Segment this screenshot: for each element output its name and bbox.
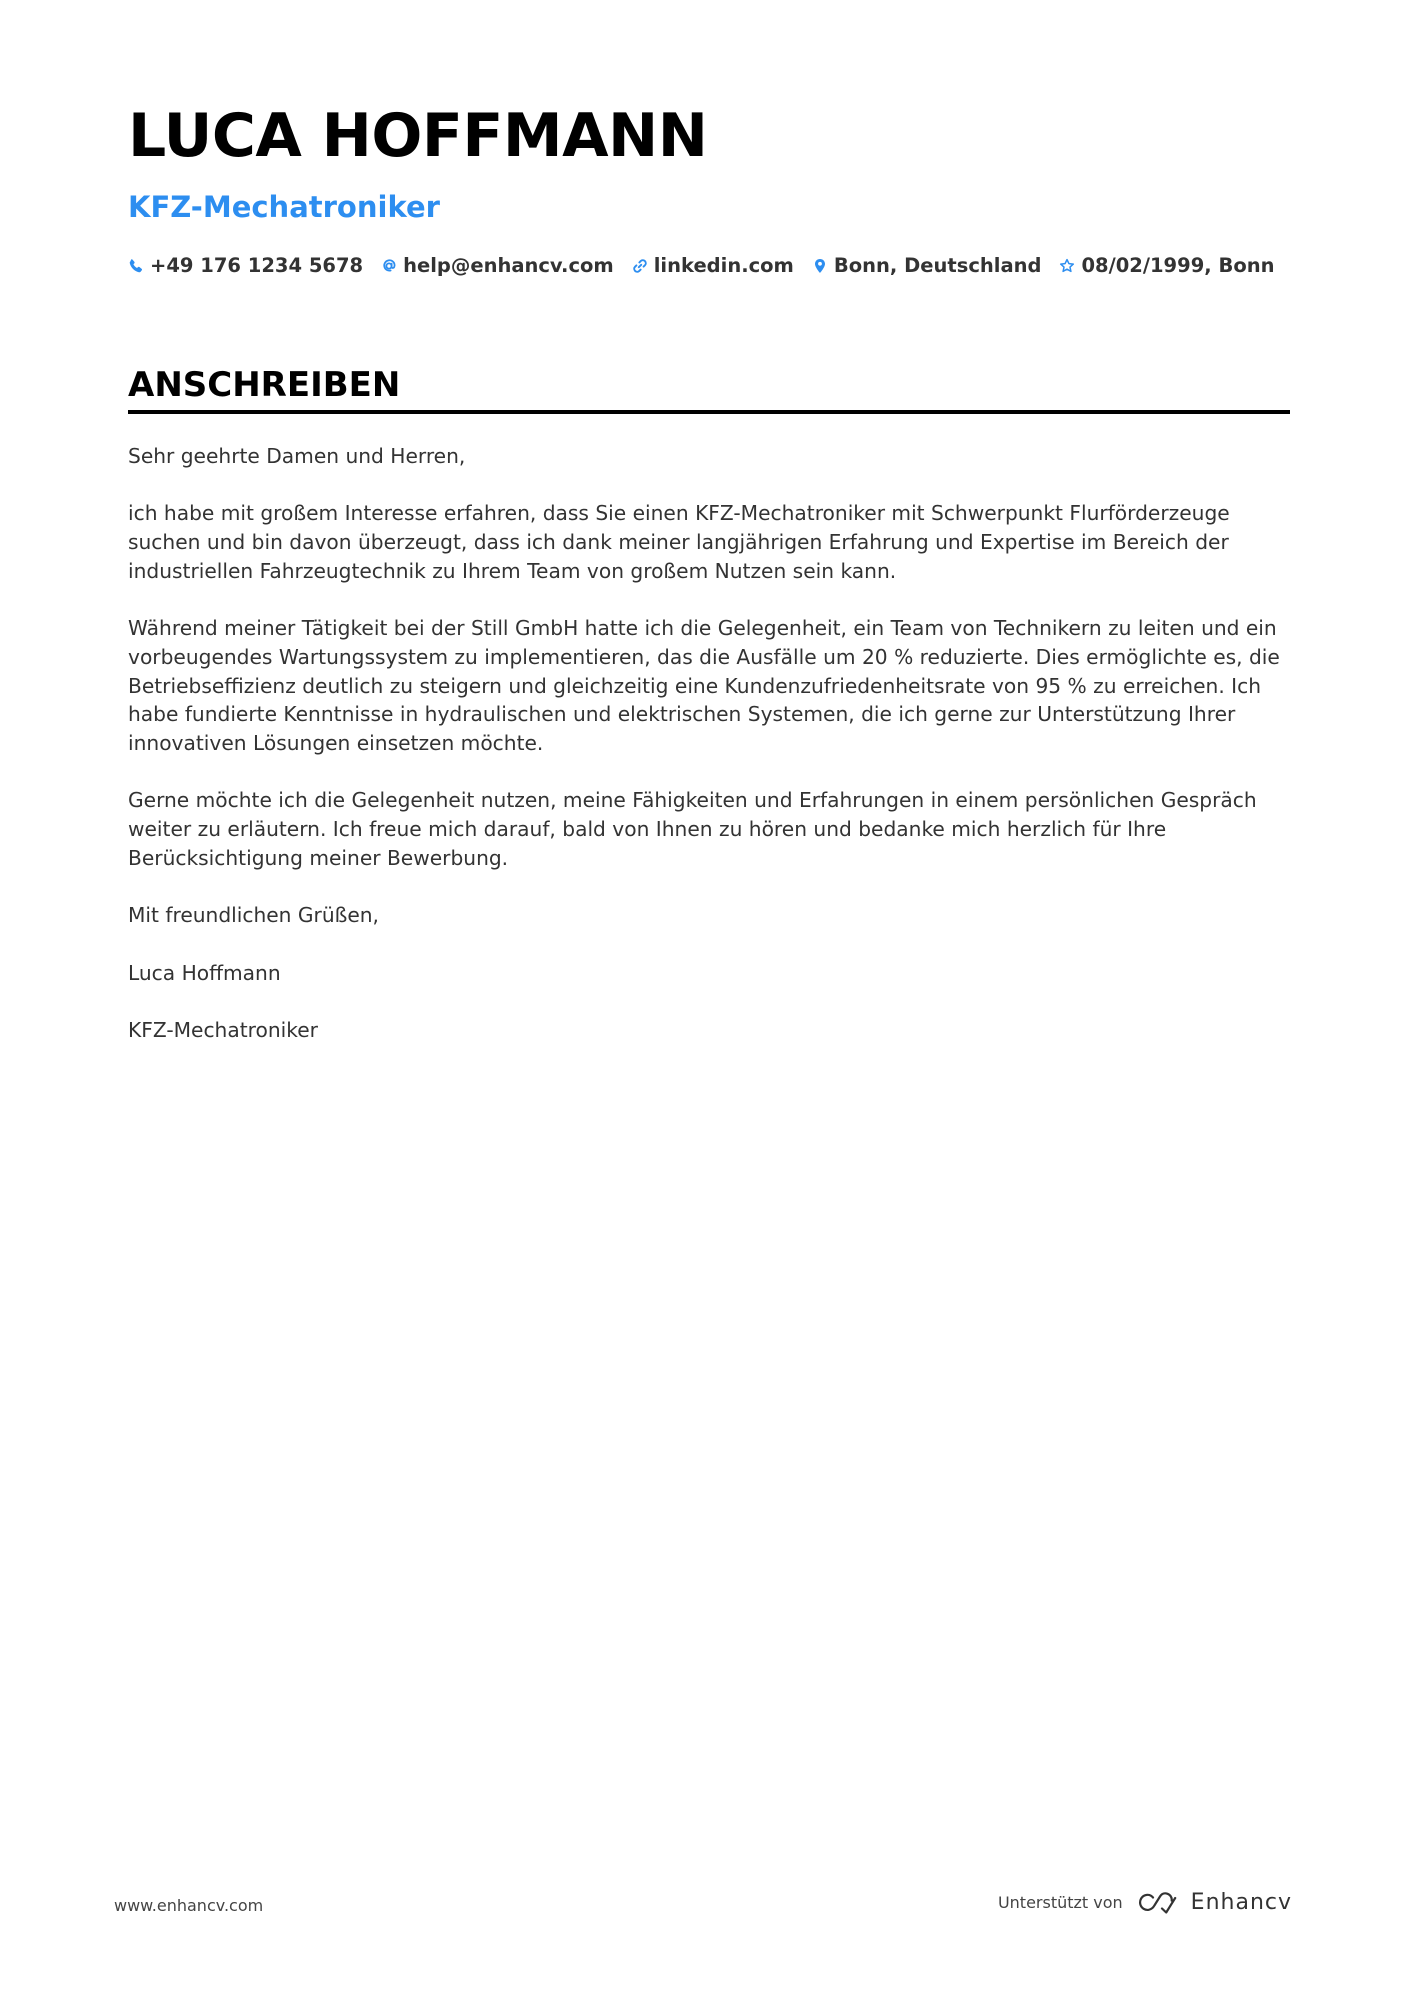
contact-birth-text: 08/02/1999, Bonn bbox=[1081, 254, 1275, 277]
letter-body bbox=[128, 442, 1298, 1073]
contact-linkedin-text: linkedin.com bbox=[653, 254, 794, 277]
contact-birth bbox=[1059, 254, 1274, 277]
letter-signature-title: KFZ-Mechatroniker bbox=[128, 1017, 318, 1042]
letter-paragraph: Gerne möchte ich die Gelegenheit nutzen, meine Fähigkeiten und Erfahrungen in einem persönlichen Gespräch weiter zu erläutern. Ich freue mich darauf, bald von Ihnen zu hören und bedanke mich herzlich für Ihre Berücksichtigung meiner Bewerbung. bbox=[128, 788, 1257, 870]
section-divider bbox=[128, 410, 1290, 414]
brand-name: Enhancv bbox=[1190, 1890, 1292, 1915]
link-icon bbox=[632, 258, 648, 274]
letter-closing: Mit freundlichen Grüßen, bbox=[128, 903, 379, 928]
contact-linkedin[interactable] bbox=[632, 254, 794, 277]
letter-paragraph: ich habe mit großem Interesse erfahren, dass Sie einen KFZ-Mechatroniker mit Schwerpunkt Flurförderzeuge suchen und bin davon überzeugt, dass ich dank meiner langjährigen Erfahrung und Expertise im Bereich der industriellen Fahrzeugtechnik zu Ihrem Team von großem Nutzen sein kann. bbox=[128, 501, 1230, 583]
letter-salutation: Sehr geehrte Damen und Herren, bbox=[128, 444, 466, 468]
contact-email-text: help@enhancv.com bbox=[403, 254, 614, 277]
contact-phone[interactable] bbox=[128, 254, 363, 277]
enhancv-logo-icon bbox=[1135, 1891, 1181, 1915]
phone-icon bbox=[128, 258, 144, 274]
star-icon bbox=[1059, 258, 1075, 274]
letter-signature-name: Luca Hoffmann bbox=[128, 960, 281, 985]
candidate-job-title: KFZ-Mechatroniker bbox=[128, 190, 440, 224]
enhancv-logo bbox=[1135, 1890, 1292, 1915]
location-pin-icon bbox=[812, 258, 828, 274]
candidate-name: LUCA HOFFMANN bbox=[128, 101, 708, 171]
footer-url[interactable]: www.enhancv.com bbox=[114, 1896, 264, 1915]
letter-paragraph: Während meiner Tätigkeit bei der Still GmbH hatte ich die Gelegenheit, ein Team von Technikern zu leiten und ein vorbeugendes Wartungssystem zu implementieren, das die Ausfälle um 20 % reduzierte. Dies ermöglichte es, die Betriebseffizienz deutlich zu steigern und gleichzeitig eine Kundenzufriedenheitsrate von 95 % zu erreichen. Ich habe fundierte Kenntnisse in hydraulischen und elektrischen Systemen, die ich gerne zur Unterstützung Ihrer innovativen Lösungen einsetzen möchte. bbox=[128, 616, 1280, 755]
footer-brand[interactable] bbox=[998, 1890, 1292, 1915]
section-title: ANSCHREIBEN bbox=[128, 365, 401, 405]
contact-email[interactable] bbox=[381, 254, 614, 277]
contact-location-text: Bonn, Deutschland bbox=[833, 254, 1042, 277]
contact-location bbox=[812, 254, 1042, 277]
contact-phone-text: +49 176 1234 5678 bbox=[150, 254, 364, 277]
contact-bar bbox=[128, 254, 1274, 277]
powered-by-label: Unterstützt von bbox=[997, 1893, 1123, 1912]
at-icon bbox=[381, 258, 397, 274]
